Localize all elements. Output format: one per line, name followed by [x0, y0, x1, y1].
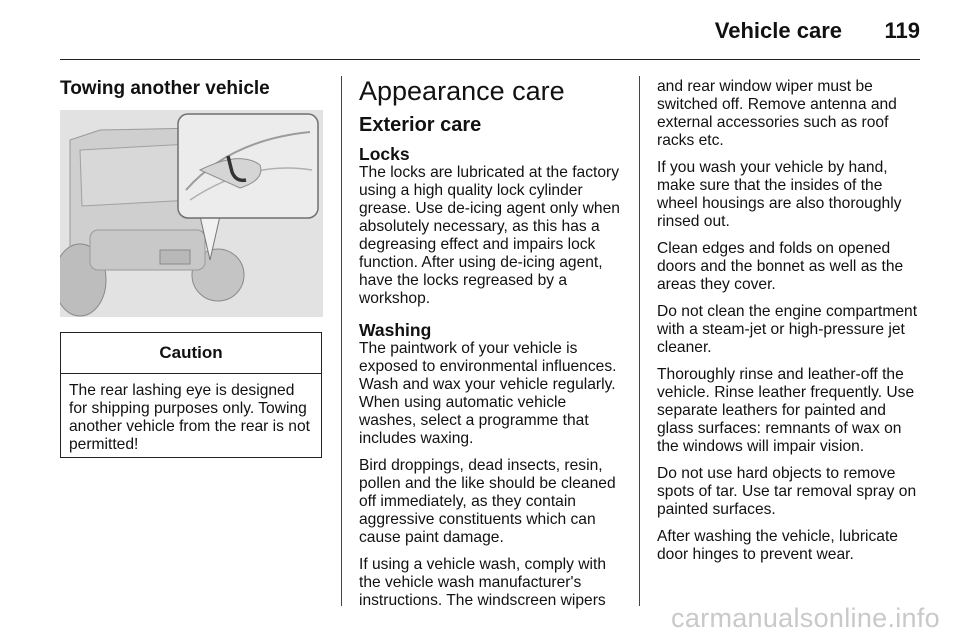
right-paragraph-4: Do not clean the engine compartment with a steam-jet or high-pressure jet cleaner. — [657, 303, 918, 356]
subheading-exterior-care: Exterior care — [359, 114, 482, 136]
caution-title: Caution — [61, 333, 321, 374]
subheading-locks: Locks — [359, 144, 410, 164]
locks-paragraph: The locks are lubricated at the factory using a high quality lock cylinder grease. Use de-icing agent only when absolutely necessary, as this has a degreasing effect and impairs lock function. After using de-icing agent, have the locks regreased by a workshop. — [359, 164, 620, 307]
right-column — [657, 78, 923, 573]
middle-column — [359, 74, 627, 619]
caution-text: The rear lashing eye is designed for shipping purposes only. Towing another vehicle from the rear is not permitted! — [69, 382, 310, 453]
column-divider-right — [639, 76, 640, 606]
washing-paragraph-3: If using a vehicle wash, comply with the vehicle wash manufacturer's instructions. The windscreen wipers — [359, 556, 607, 609]
right-paragraph-3: Clean edges and folds on opened doors and the bonnet as well as the areas they cover. — [657, 240, 904, 293]
column-divider-left — [341, 76, 342, 606]
left-column — [60, 74, 330, 98]
caution-box — [60, 332, 322, 458]
watermark: carmanualsonline.info — [671, 603, 940, 633]
washing-paragraph-1: The paintwork of your vehicle is exposed to environmental influences. Wash and wax your vehicle regularly. When using automatic vehicle washes, select a programme that includes waxing. — [359, 340, 617, 447]
header-rule — [60, 59, 920, 60]
page-header-title: Vehicle care — [714, 18, 842, 43]
right-paragraph-2: If you wash your vehicle by hand, make sure that the insides of the wheel housings are also thoroughly rinsed out. — [657, 159, 902, 230]
section-heading-appearance-care: Appearance care — [359, 76, 565, 106]
right-paragraph-6: Do not use hard objects to remove spots of tar. Use tar removal spray on painted surfaces. — [657, 465, 917, 518]
subheading-washing: Washing — [359, 320, 432, 340]
right-paragraph-1: and rear window wiper must be switched off. Remove antenna and external accessories such as roof racks etc. — [657, 78, 897, 149]
right-paragraph-5: Thoroughly rinse and leather-off the vehicle. Rinse leather frequently. Use separate leathers for painted and glass surfaces: remnants of wax on the windows will impair vision. — [657, 366, 915, 455]
right-paragraph-7: After washing the vehicle, lubricate door hinges to prevent wear. — [657, 528, 898, 563]
page-number: 119 — [884, 18, 920, 43]
washing-paragraph-2: Bird droppings, dead insects, resin, pollen and the like should be cleaned off immediately, as they contain aggressive constituents which can cause paint damage. — [359, 457, 616, 546]
towing-eye-illustration — [60, 110, 323, 317]
section-heading-towing: Towing another vehicle — [60, 78, 270, 99]
